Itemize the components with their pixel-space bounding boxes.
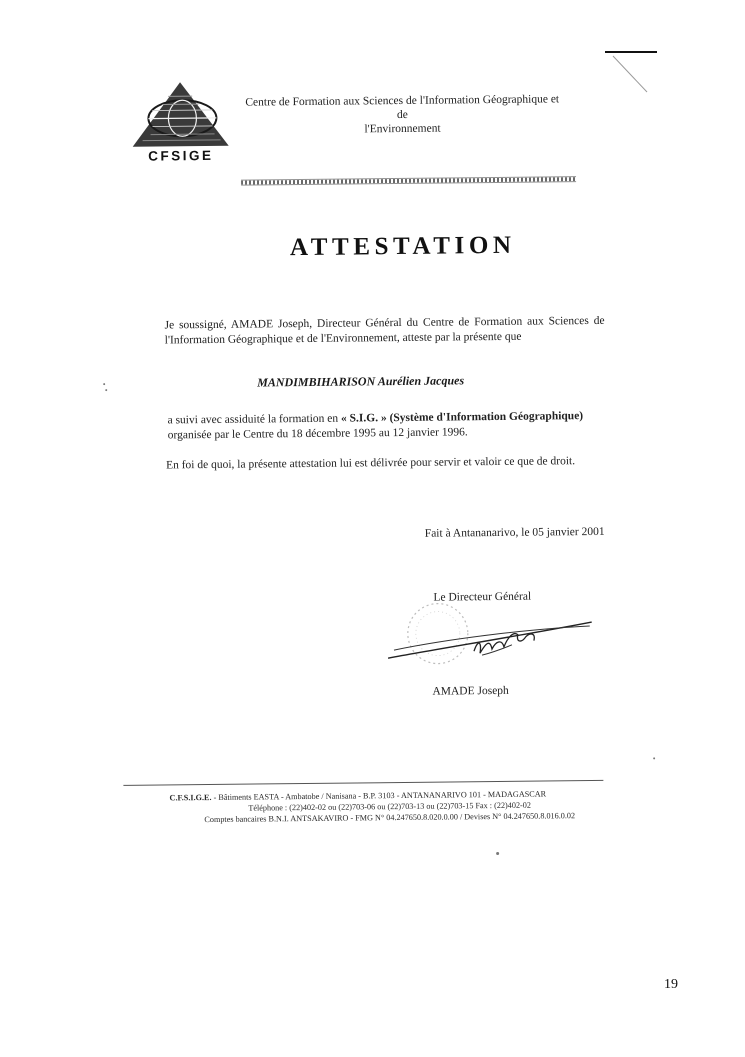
footer-divider [123, 780, 603, 786]
organization-name-line-1: Centre de Formation aux Sciences de l'Information Géographique et de [242, 92, 562, 123]
training-course: « S.I.G. » (Système d'Information Géographique) [341, 410, 583, 425]
footer-address-text: - Bâtiments EASTA - Ambatobe / Nanisana - B.P. 3103 - ANTANANARIVO 101 - MADAGASCAR [211, 789, 546, 802]
scan-speck [105, 389, 107, 391]
place-and-date: Fait à Antananarivo, le 05 janvier 2001 [425, 526, 605, 540]
document-title: ATTESTATION [238, 231, 568, 262]
footer-address [169, 788, 609, 826]
signatory-title: Le Directeur Général [433, 591, 531, 604]
intro-paragraph: Je soussigné, AMADE Joseph, Directeur Général du Centre de Formation aux Sciences de l'Information Géographique et de l'Environnement, atteste par la présente que [165, 314, 605, 349]
footer-organization-abbr: C.F.S.I.G.E. [169, 793, 211, 802]
recipient-first-name: Aurélien Jacques [378, 373, 464, 388]
scan-speck [496, 852, 499, 855]
page-number: 19 [664, 977, 678, 993]
header-divider [241, 176, 576, 186]
training-paragraph [167, 409, 607, 444]
closing-paragraph: En foi de quoi, la présente attestation lui est délivrée pour servir et valoir ce que de droit. [166, 454, 596, 474]
organization-name [242, 92, 562, 137]
folded-corner-mark [603, 48, 663, 98]
training-prefix: a suivi avec assiduité la formation en [168, 413, 342, 427]
signatory-name: AMADE Joseph [432, 685, 508, 698]
scan-speck [103, 383, 105, 385]
organization-name-line-2: l'Environnement [242, 120, 562, 137]
footer-line-2: Téléphone : (22)402-02 ou (22)703-06 ou (22)703-13 ou (22)703-15 Fax : (22)402-02 [170, 799, 610, 815]
logo-wordmark: CFSIGE [129, 148, 233, 164]
signature-and-stamp [385, 598, 596, 672]
footer-line-3: Comptes bancaires B.N.I. ANTSAKAVIRO - FMG N° 04.247650.8.020.0.00 / Devises N° 04.247650.8.016.0.02 [170, 810, 610, 826]
recipient-name [257, 373, 464, 390]
scan-speck [653, 757, 655, 759]
recipient-last-name: MANDIMBIHARISON [257, 374, 375, 389]
training-dates: organisée par le Centre du 18 décembre 1995 au 12 janvier 1996. [168, 426, 468, 441]
